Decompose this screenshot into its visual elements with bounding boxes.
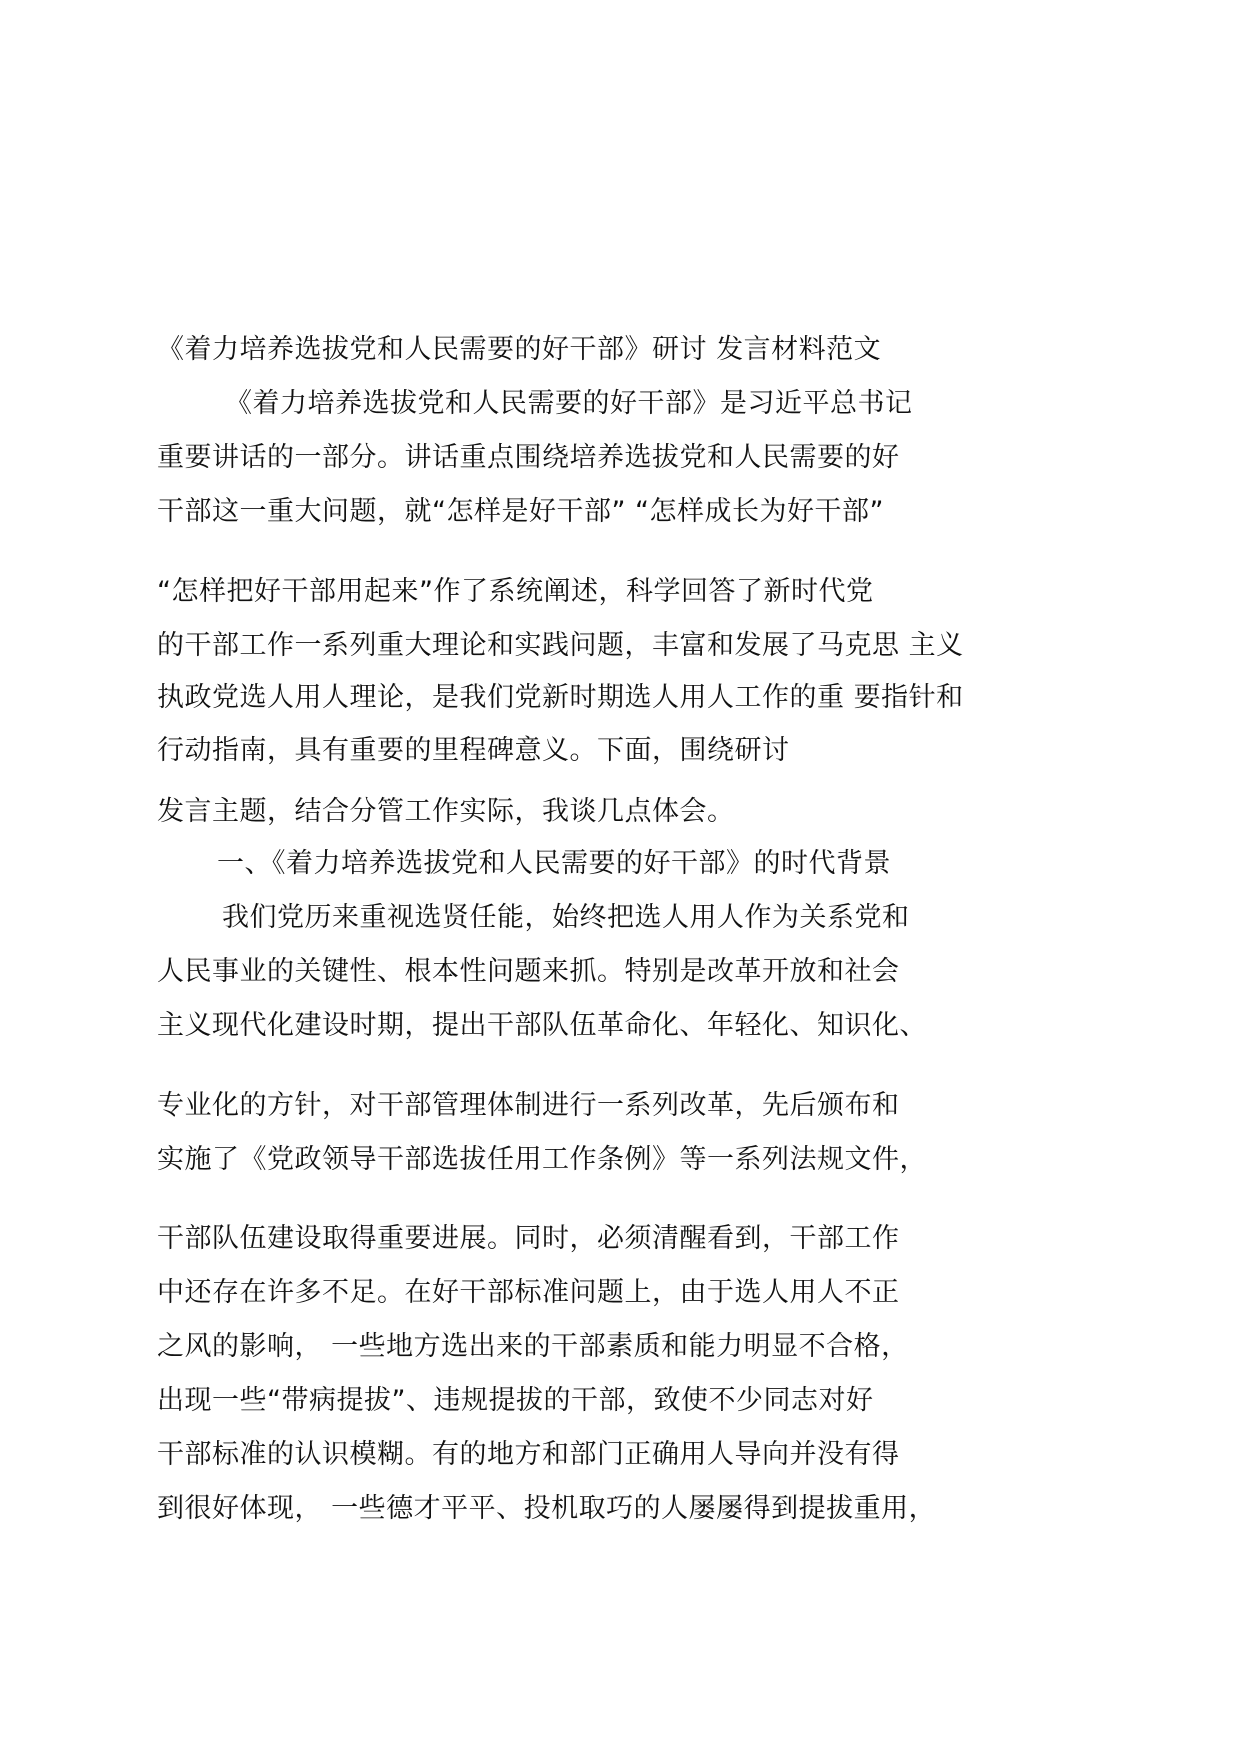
- paragraph-line: 的干部工作一系列重大理论和实践问题，丰富和发展了马克思 主义: [157, 630, 964, 661]
- paragraph-line: 到很好体现， 一些德才平平、投机取巧的人屡屡得到提拔重用，: [157, 1493, 937, 1524]
- paragraph-line: 实施了《党政领导干部选拔任用工作条例》等一系列法规文件，: [157, 1144, 927, 1175]
- paragraph-line: 出现一些“带病提拔”、违规提拔的干部，致使不少同志对好: [157, 1385, 874, 1416]
- paragraph-line: 干部这一重大问题，就“怎样是好干部” “怎样成长为好干部”: [157, 496, 885, 527]
- paragraph-line: 发言主题，结合分管工作实际，我谈几点体会。: [157, 796, 735, 827]
- paragraph-line: 人民事业的关键性、根本性问题来抓。特别是改革开放和社会: [157, 956, 900, 987]
- paragraph-line: 执政党选人用人理论，是我们党新时期选人用人工作的重 要指针和: [157, 682, 964, 713]
- paragraph-line: 干部队伍建设取得重要进展。同时，必须清醒看到，干部工作: [157, 1223, 900, 1254]
- document-title: 《着力培养选拔党和人民需要的好干部》研讨 发言材料范文: [157, 334, 882, 365]
- paragraph-line: 干部标准的认识模糊。有的地方和部门正确用人导向并没有得: [157, 1439, 900, 1470]
- paragraph-line: 我们党历来重视选贤任能，始终把选人用人作为关系党和: [222, 902, 910, 933]
- paragraph-line: 《着力培养选拔党和人民需要的好干部》是习近平总书记: [225, 388, 913, 419]
- paragraph-line: 主义现代化建设时期，提出干部队伍革命化、年轻化、知识化、: [157, 1010, 927, 1041]
- paragraph-line: 专业化的方针，对干部管理体制进行一系列改革，先后颁布和: [157, 1090, 900, 1121]
- section-heading: 一、《着力培养选拔党和人民需要的好干部》的时代背景: [217, 848, 891, 879]
- paragraph-line: 行动指南，具有重要的里程碑意义。下面，围绕研讨: [157, 735, 790, 766]
- paragraph-line: “怎样把好干部用起来”作了系统阐述，科学回答了新时代党: [157, 576, 874, 607]
- paragraph-line: 之风的影响， 一些地方选出来的干部素质和能力明显不合格，: [157, 1331, 909, 1362]
- paragraph-line: 重要讲话的一部分。讲话重点围绕培养选拔党和人民需要的好: [157, 442, 900, 473]
- paragraph-line: 中还存在许多不足。在好干部标准问题上，由于选人用人不正: [157, 1277, 900, 1308]
